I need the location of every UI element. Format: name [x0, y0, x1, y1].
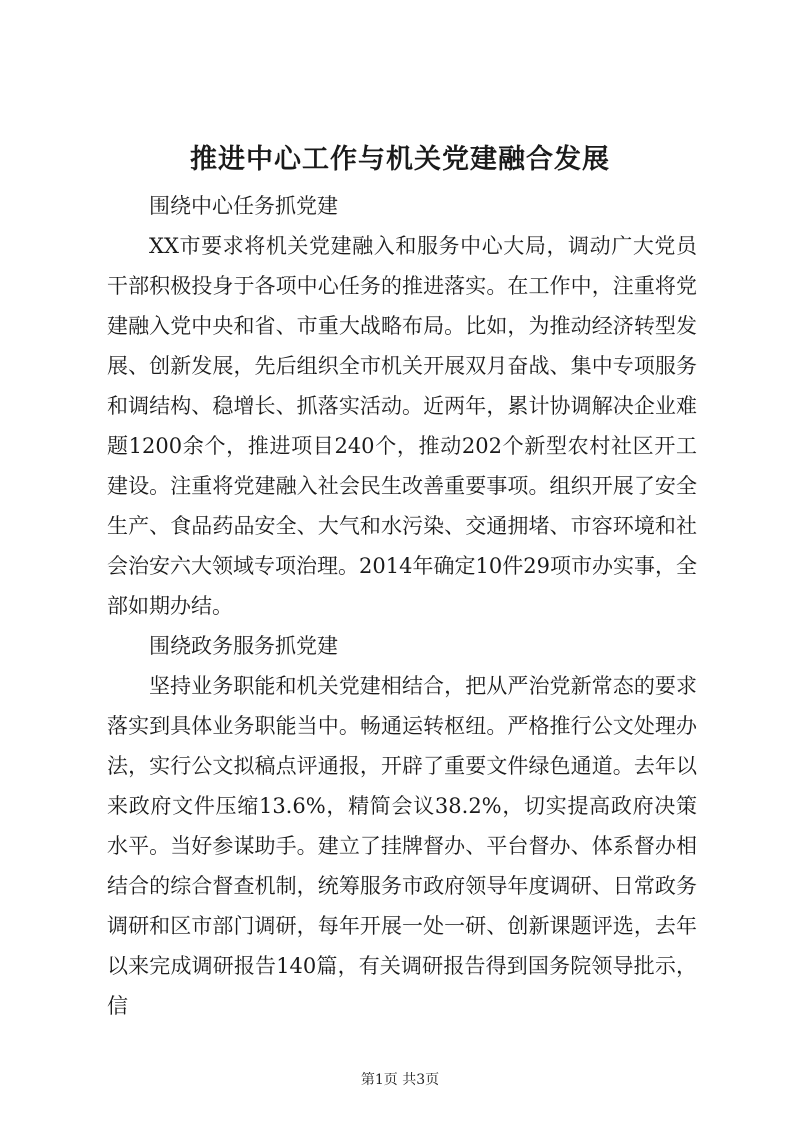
section-paragraph: 坚持业务职能和机关党建相结合，把从严治党新常态的要求落实到具体业务职能当中。畅通运转枢纽。严格推行公文处理办法，实行公文拟稿点评通报，开辟了重要文件绿色通道。去年以来政府文件压缩13.6%，精简会议38.2%，切实提高政府决策水平。当好参谋助手。建立了挂牌督办、平台督办、体系督办相结合的综合督查机制，统筹服务市政府领导年度调研、日常政务调研和区市部门调研，每年开展一处一研、创新课题评选，去年以来完成调研报告140篇，有关调研报告得到国务院领导批示，信 [107, 674, 697, 1018]
section-paragraph: XX市要求将机关党建融入和服务中心大局，调动广大党员干部积极投身于各项中心任务的推进落实。在工作中，注重将党建融入党中央和省、市重大战略布局。比如，为推动经济转型发展、创新发展，先后组织全市机关开展双月奋战、集中专项服务和调结构、稳增长、抓落实活动。近两年，累计协调解决企业难题1200余个，推进项目240个，推动202个新型农村社区开工建设。注重将党建融入社会民生改善重要事项。组织开展了安全生产、食品药品安全、大气和水污染、交通拥堵、市容环境和社会治安六大领域专项治理。2014年确定10件29项市办实事，全部如期办结。 [107, 234, 697, 618]
section-heading: 围绕政务服务抓党建 [149, 634, 338, 658]
section-heading: 围绕中心任务抓党建 [149, 194, 338, 218]
document-body [107, 186, 697, 1026]
document-title: 推进中心工作与机关党建融合发展 [190, 144, 610, 175]
page-number-footer: 第1页 共3页 [360, 1072, 440, 1088]
